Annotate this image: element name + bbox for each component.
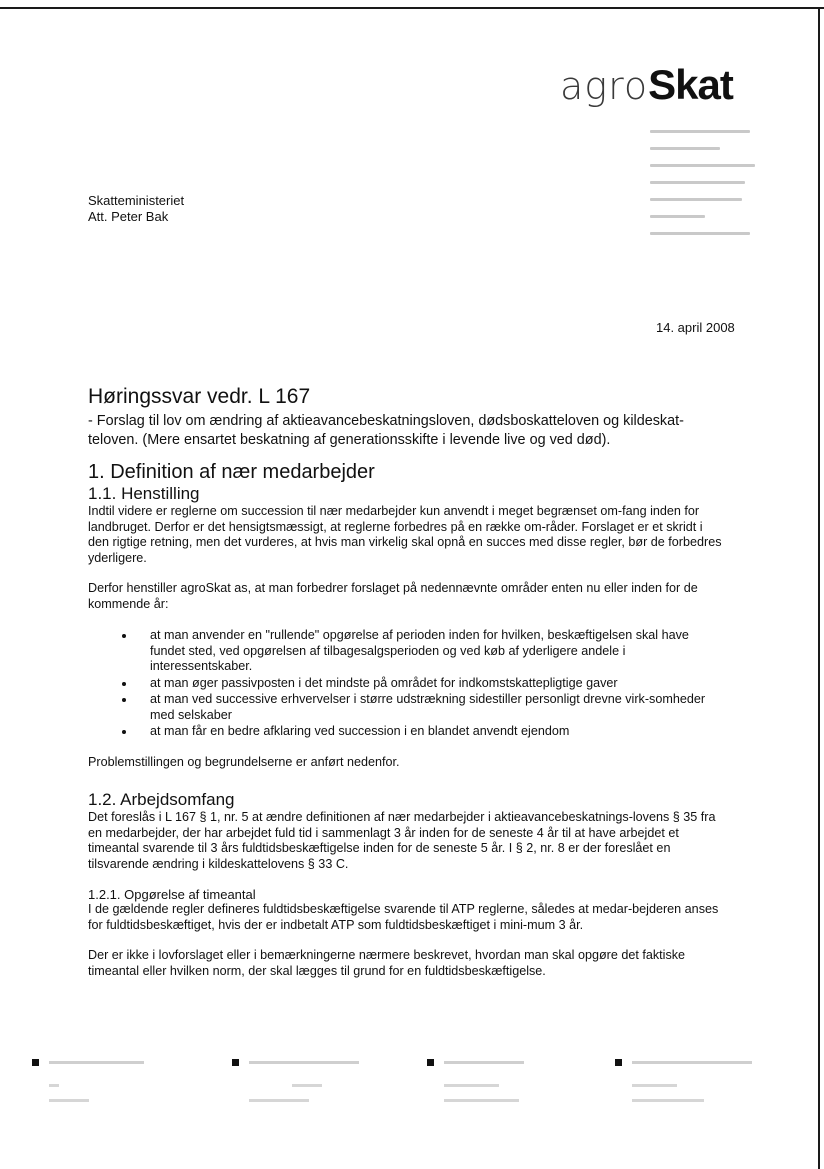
footer-line [444, 1099, 519, 1102]
footer-line [444, 1061, 524, 1064]
page-border-right [818, 7, 820, 1169]
footer-line [632, 1061, 752, 1064]
paragraph: Der er ikke i lovforslaget eller i bemærkningerne nærmere beskrevet, hvordan man skal opgøre det faktiske timeantal eller hvilken norm, der skal lægges til grund for en fuldtidsbeskæftigelse. [88, 948, 686, 978]
sender-line [650, 215, 705, 218]
footer-line [49, 1084, 59, 1087]
sender-line [650, 164, 755, 167]
sender-line [650, 147, 720, 150]
footer-line [444, 1084, 499, 1087]
footer-line [292, 1084, 322, 1087]
paragraph: I de gældende regler defineres fuldtidsbeskæftigelse svarende til ATP reglerne, således at medar-bejderen anses for fuldtidsbeskæftiget, hvis der er indbetalt ATP som fuldtidsbeskæftiget i mini-mum 3 år. [88, 902, 719, 932]
sender-line [650, 181, 745, 184]
footer-bullet-icon [615, 1059, 622, 1066]
footer-line [632, 1084, 677, 1087]
paragraph: Det foreslås i L 167 § 1, nr. 5 at ændre definitionen af nær medarbejder i aktieavancebeskatnings-lovens § 35 fra en medarbejder, der har arbejdet fuld tid i sammenlagt 3 år inden for de seneste 4 år til at have arbejdet et timeantal svarende til 3 års fuldtidsbeskæftigelse inden for de seneste 5 år. I § 2, nr. 8 er der foreslået en tilsvarende ændring i kildeskattelovens § 33 C. [88, 810, 716, 871]
section-1-heading: 1. Definition af nær medarbejder [88, 461, 375, 483]
section-1-2-1-heading: 1.2.1. Opgørelse af timeantal [88, 887, 256, 902]
footer-line [49, 1099, 89, 1102]
recipient-attention: Att. Peter Bak [88, 209, 169, 224]
document-subtitle: - Forslag til lov om ændring af aktieavancebeskatningsloven, dødsboskatteloven og kildeskat-teloven. (Mere ensartet beskatning af generationsskifte i levende live og ved død). [88, 413, 684, 448]
sender-line [650, 198, 742, 201]
page-border-top [0, 7, 824, 9]
list-item: • at man anvender en "rullende" opgørelse af perioden inden for hvilken, beskæftigelsen skal have fundet sted, ved opgørelsen af tilbagesalgsperioden og ved køb af yderligere andele i interessentskaber. [136, 628, 724, 675]
recipient-block [88, 193, 184, 225]
footer-bullet-icon [427, 1059, 434, 1066]
footer-line [249, 1061, 359, 1064]
sender-line [650, 232, 750, 235]
paragraph: Problemstillingen og begrundelserne er anført nedenfor. [88, 754, 400, 769]
section-1-2-heading: 1.2. Arbejdsomfang [88, 790, 235, 809]
footer-column [232, 1054, 392, 1102]
footer-column [32, 1054, 192, 1102]
footer-contact-strip [32, 1054, 792, 1114]
section-1-1-heading: 1.1. Henstilling [88, 484, 200, 503]
footer-line [49, 1061, 144, 1064]
letter-date: 14. april 2008 [656, 320, 735, 335]
logo-skat-text: Skat [648, 61, 733, 108]
footer-bullet-icon [232, 1059, 239, 1066]
document-title: Høringssvar vedr. L 167 [88, 385, 311, 408]
letter-body [88, 385, 724, 994]
paragraph: Indtil videre er reglerne om succession til nær medarbejder kun anvendt i meget begrænset om-fang inden for landbruget. Derfor er det hensigtsmæssigt, at reglerne forbedres på en række om-råder. Forslaget er et skridt i den rigtige retning, men det vurderes, at hvis man virkelig skal opnå en succes med disse regler, bør de forbedres yderligere. [88, 504, 722, 565]
sender-line [650, 130, 750, 133]
list-item: • at man ved successive erhvervelser i større udstrækning sidestiller personligt drevne virk-somheder med selskaber [136, 692, 724, 723]
footer-line [249, 1099, 309, 1102]
list-item: • at man øger passivposten i det mindste på området for indkomstskattepligtige gaver [136, 676, 724, 692]
footer-column [427, 1054, 587, 1102]
recommendation-list [88, 628, 724, 740]
footer-bullet-icon [32, 1059, 39, 1066]
sender-address-block [650, 130, 770, 249]
recipient-name: Skatteministeriet [88, 193, 185, 208]
paragraph: Derfor henstiller agroSkat as, at man forbedrer forslaget på nedennævnte områder enten nu eller inden for de kommende år: [88, 581, 698, 611]
logo-agro-text: agro [560, 64, 649, 108]
agroskat-logo [560, 61, 733, 108]
footer-column [615, 1054, 775, 1102]
list-item: • at man får en bedre afklaring ved succession i en blandet anvendt ejendom [136, 724, 724, 740]
footer-line [632, 1099, 704, 1102]
